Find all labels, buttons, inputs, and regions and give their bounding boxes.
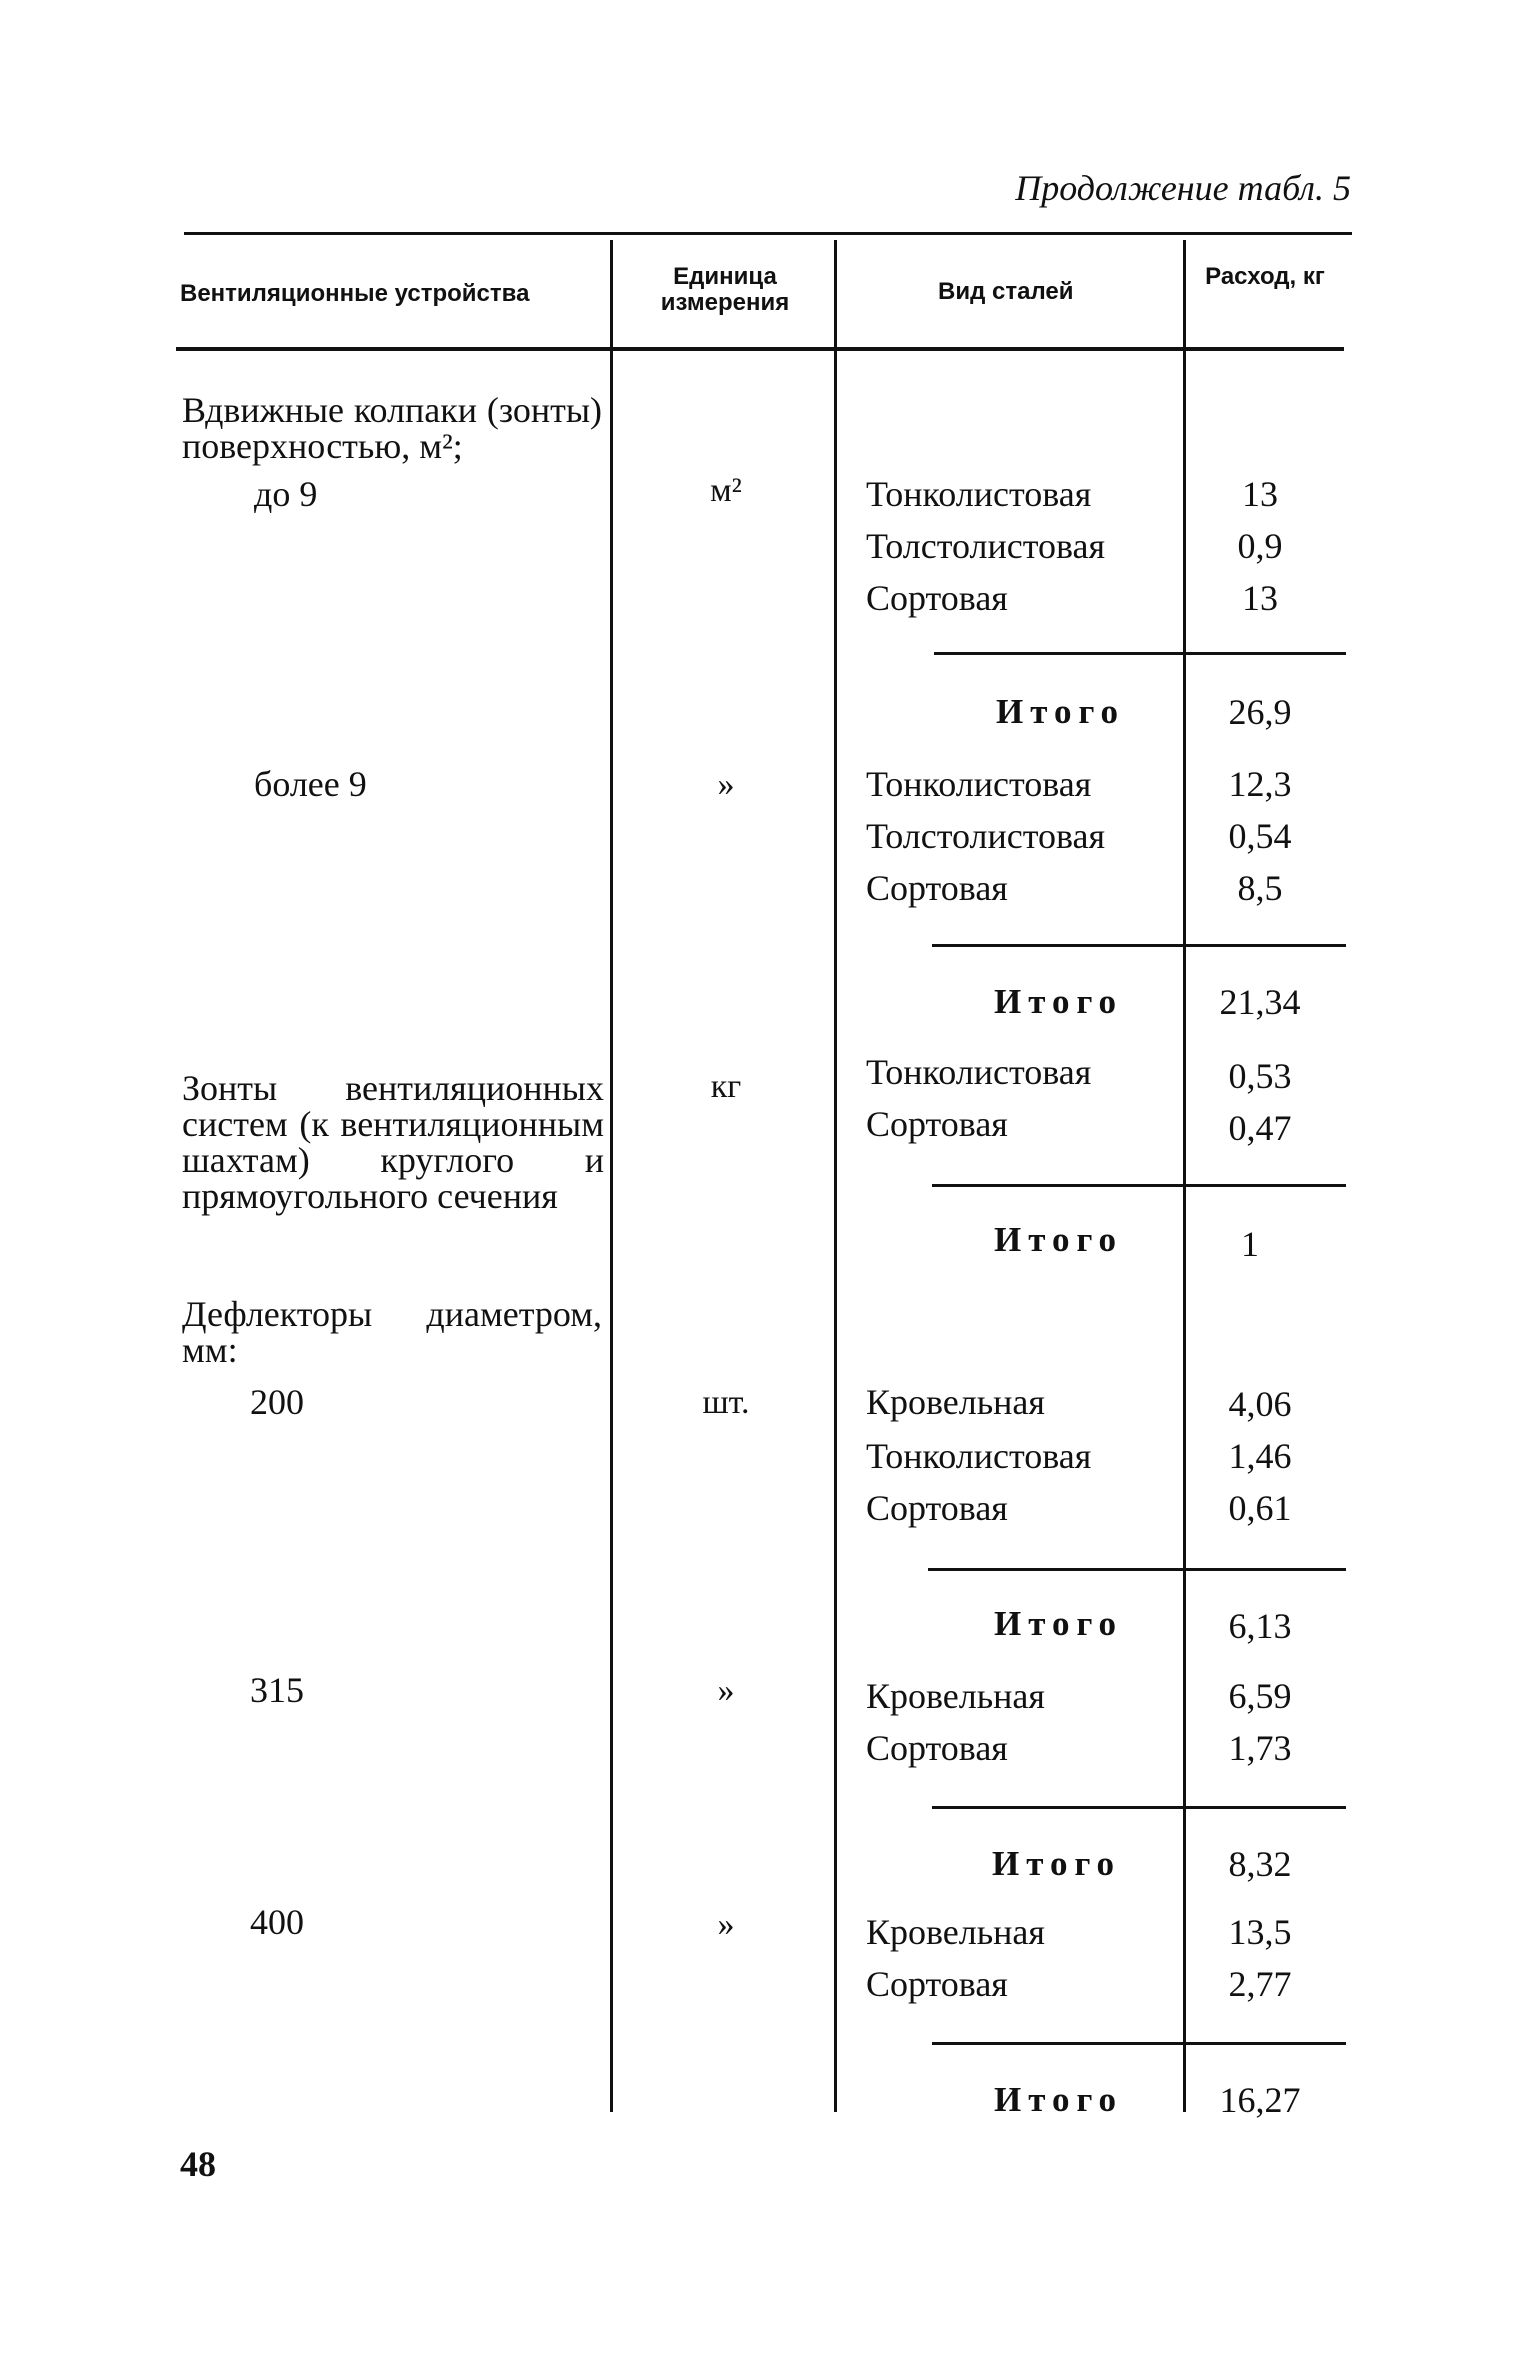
- steel-amount: 0,47: [1228, 1108, 1292, 1148]
- total-amount: 1: [1241, 1224, 1259, 1264]
- steel-type: Сортовая: [866, 1964, 1008, 2004]
- steel-type: Тонколистовая: [866, 474, 1092, 514]
- row-size: до 9: [254, 474, 318, 514]
- steel-type: Толстолистовая: [866, 526, 1106, 566]
- steel-amount: 0,61: [1228, 1488, 1292, 1528]
- total-label: Итого: [996, 692, 1125, 731]
- row-size: 315: [250, 1670, 304, 1710]
- column-divider-1: [610, 240, 613, 2112]
- column-divider-2: [834, 240, 837, 2112]
- total-label: Итого: [992, 1844, 1121, 1883]
- subtotal-rule: [928, 1568, 1346, 1571]
- steel-amount: 1,73: [1228, 1728, 1292, 1768]
- total-label: Итого: [994, 2080, 1123, 2119]
- steel-amount: 2,77: [1228, 1964, 1292, 2004]
- steel-amount: 0,54: [1228, 816, 1292, 856]
- header-unit: Единица измерения: [660, 263, 790, 316]
- steel-amount: 8,5: [1237, 868, 1283, 908]
- row-unit: шт.: [702, 1384, 750, 1421]
- total-amount: 21,34: [1219, 982, 1301, 1022]
- row-unit: »: [717, 1906, 735, 1943]
- subtotal-rule: [932, 944, 1346, 947]
- steel-type: Кровельная: [866, 1912, 1045, 1952]
- row-size: 200: [250, 1382, 304, 1422]
- steel-type: Сортовая: [866, 1488, 1008, 1528]
- page-number: 48: [180, 2144, 216, 2184]
- row-unit: м²: [710, 472, 742, 509]
- group-title: Дефлекторы диаметром, мм:: [182, 1294, 602, 1370]
- steel-amount: 1,46: [1228, 1436, 1292, 1476]
- steel-type: Сортовая: [866, 1104, 1008, 1144]
- steel-type: Сортовая: [866, 578, 1008, 618]
- steel-amount: 13: [1242, 474, 1278, 514]
- steel-type: Сортовая: [866, 868, 1008, 908]
- steel-amount: 6,59: [1228, 1676, 1292, 1716]
- table-caption: Продолжение табл. 5: [1015, 168, 1351, 208]
- total-amount: 6,13: [1228, 1606, 1292, 1646]
- row-size: 400: [250, 1902, 304, 1942]
- total-amount: 16,27: [1219, 2080, 1301, 2120]
- steel-type: Кровельная: [866, 1676, 1045, 1716]
- total-amount: 26,9: [1228, 692, 1292, 732]
- steel-amount: 12,3: [1228, 764, 1292, 804]
- header-steel: Вид сталей: [938, 278, 1074, 305]
- row-unit: кг: [710, 1068, 742, 1105]
- steel-amount: 13,5: [1228, 1912, 1292, 1952]
- group-title: Вдвижные колпаки (зонты) поверхностью, м²;: [182, 390, 602, 466]
- column-divider-3: [1183, 240, 1186, 2112]
- subtotal-rule: [932, 1806, 1346, 1809]
- subtotal-rule: [932, 1184, 1346, 1187]
- total-label: Итого: [994, 1220, 1123, 1259]
- total-label: Итого: [994, 1604, 1123, 1643]
- steel-amount: 13: [1242, 578, 1278, 618]
- subtotal-rule: [934, 652, 1346, 655]
- steel-type: Сортовая: [866, 1728, 1008, 1768]
- steel-type: Толстолистовая: [866, 816, 1106, 856]
- total-label: Итого: [994, 982, 1123, 1021]
- header-consumption: Расход, кг: [1205, 263, 1325, 290]
- group-title: Зонты вентиляционных систем (к вентиляционным шахтам) круглого и прямоугольного сечения: [182, 1068, 604, 1216]
- table-top-rule: [184, 232, 1352, 235]
- row-unit: »: [717, 1672, 735, 1709]
- row-unit: »: [717, 766, 735, 803]
- steel-amount: 0,53: [1228, 1056, 1292, 1096]
- header-device: Вентиляционные устройства: [180, 280, 530, 307]
- steel-type: Кровельная: [866, 1382, 1045, 1422]
- steel-type: Тонколистовая: [866, 1436, 1092, 1476]
- total-amount: 8,32: [1228, 1844, 1292, 1884]
- steel-amount: 0,9: [1237, 526, 1283, 566]
- steel-amount: 4,06: [1228, 1384, 1292, 1424]
- row-size: более 9: [254, 764, 367, 804]
- steel-type: Тонколистовая: [866, 1052, 1092, 1092]
- subtotal-rule: [932, 2042, 1346, 2045]
- header-bottom-rule: [176, 347, 1344, 351]
- steel-type: Тонколистовая: [866, 764, 1092, 804]
